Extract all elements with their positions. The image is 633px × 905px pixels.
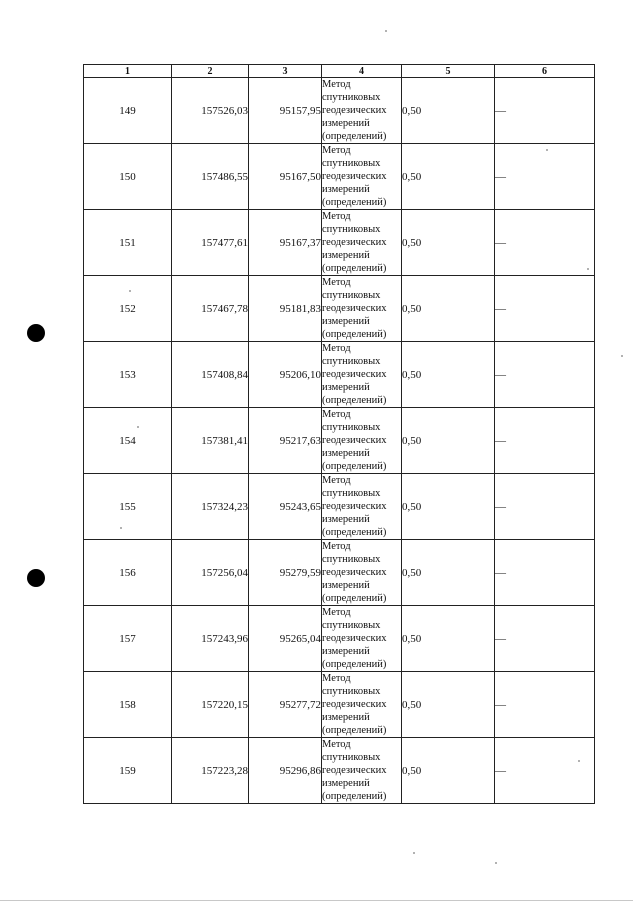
note-cell: — [495, 342, 595, 408]
method-text-line: измерений [322, 580, 370, 591]
method-text-line: измерений [322, 712, 370, 723]
method-text-line: (определений) [322, 263, 387, 274]
table-row [84, 474, 595, 540]
method-text-line: Метод [322, 145, 351, 156]
scan-speck [578, 760, 580, 762]
accuracy-cell: 0,50 [402, 342, 495, 408]
method-text-line: (определений) [322, 329, 387, 340]
method-text-line: геодезических [322, 105, 387, 116]
point-number-cell: 152 [84, 276, 172, 342]
method-text-line: Метод [322, 541, 351, 552]
accuracy-cell: 0,50 [402, 606, 495, 672]
method-text-line: спутниковых [322, 620, 381, 631]
column-header: 4 [322, 65, 402, 78]
coordinates-table [83, 64, 595, 804]
accuracy-cell: 0,50 [402, 408, 495, 474]
method-cell [322, 474, 402, 540]
method-cell [322, 408, 402, 474]
method-cell [322, 738, 402, 804]
table-row [84, 276, 595, 342]
method-text-line: (определений) [322, 527, 387, 538]
point-number-cell: 155 [84, 474, 172, 540]
page-edge-line [0, 900, 633, 901]
note-cell: — [495, 672, 595, 738]
note-cell: — [495, 474, 595, 540]
method-text-line: (определений) [322, 791, 387, 802]
table-row [84, 342, 595, 408]
method-text-line: измерений [322, 778, 370, 789]
y-coordinate-cell: 95167,50 [249, 144, 322, 210]
method-text-line: геодезических [322, 765, 387, 776]
y-coordinate-cell: 95277,72 [249, 672, 322, 738]
y-coordinate-cell: 95279,59 [249, 540, 322, 606]
method-cell [322, 342, 402, 408]
method-text-line: спутниковых [322, 554, 381, 565]
method-text-line: спутниковых [322, 686, 381, 697]
method-text-line: Метод [322, 343, 351, 354]
method-text-line: Метод [322, 211, 351, 222]
y-coordinate-cell: 95157,95 [249, 78, 322, 144]
method-text-line: Метод [322, 277, 351, 288]
column-header: 5 [402, 65, 495, 78]
table-row [84, 738, 595, 804]
y-coordinate-cell: 95181,83 [249, 276, 322, 342]
method-text-line: Метод [322, 475, 351, 486]
scan-speck [129, 290, 131, 292]
note-cell: — [495, 738, 595, 804]
table-row [84, 606, 595, 672]
method-text-line: Метод [322, 673, 351, 684]
method-text-line: измерений [322, 118, 370, 129]
method-text-line: (определений) [322, 593, 387, 604]
x-coordinate-cell: 157324,23 [172, 474, 249, 540]
table-row [84, 408, 595, 474]
column-header: 1 [84, 65, 172, 78]
note-cell: — [495, 540, 595, 606]
method-text-line: спутниковых [322, 356, 381, 367]
table-row [84, 672, 595, 738]
accuracy-cell: 0,50 [402, 738, 495, 804]
accuracy-cell: 0,50 [402, 672, 495, 738]
method-text-line: геодезических [322, 633, 387, 644]
column-header: 2 [172, 65, 249, 78]
y-coordinate-cell: 95243,65 [249, 474, 322, 540]
method-text-line: (определений) [322, 659, 387, 670]
x-coordinate-cell: 157467,78 [172, 276, 249, 342]
method-text-line: спутниковых [322, 752, 381, 763]
method-text-line: (определений) [322, 461, 387, 472]
point-number-cell: 159 [84, 738, 172, 804]
method-text-line: спутниковых [322, 158, 381, 169]
scan-speck [546, 149, 548, 151]
table-body [84, 78, 595, 804]
point-number-cell: 150 [84, 144, 172, 210]
x-coordinate-cell: 157486,55 [172, 144, 249, 210]
punch-hole [27, 569, 45, 587]
point-number-cell: 157 [84, 606, 172, 672]
note-cell: — [495, 276, 595, 342]
method-text-line: измерений [322, 316, 370, 327]
y-coordinate-cell: 95167,37 [249, 210, 322, 276]
y-coordinate-cell: 95206,10 [249, 342, 322, 408]
method-text-line: геодезических [322, 567, 387, 578]
method-text-line: измерений [322, 184, 370, 195]
method-text-line: спутниковых [322, 224, 381, 235]
table-header-row [84, 65, 595, 78]
note-cell: — [495, 78, 595, 144]
accuracy-cell: 0,50 [402, 540, 495, 606]
method-text-line: измерений [322, 250, 370, 261]
method-text-line: (определений) [322, 197, 387, 208]
x-coordinate-cell: 157256,04 [172, 540, 249, 606]
scan-speck [587, 268, 589, 270]
method-text-line: геодезических [322, 237, 387, 248]
y-coordinate-cell: 95217,63 [249, 408, 322, 474]
method-cell [322, 606, 402, 672]
accuracy-cell: 0,50 [402, 144, 495, 210]
table-row [84, 78, 595, 144]
note-cell: — [495, 210, 595, 276]
note-cell: — [495, 606, 595, 672]
y-coordinate-cell: 95296,86 [249, 738, 322, 804]
method-text-line: Метод [322, 607, 351, 618]
method-text-line: (определений) [322, 725, 387, 736]
method-text-line: геодезических [322, 303, 387, 314]
method-text-line: измерений [322, 646, 370, 657]
method-cell [322, 672, 402, 738]
x-coordinate-cell: 157223,28 [172, 738, 249, 804]
accuracy-cell: 0,50 [402, 276, 495, 342]
table-row [84, 210, 595, 276]
method-text-line: спутниковых [322, 488, 381, 499]
point-number-cell: 156 [84, 540, 172, 606]
scan-speck [621, 355, 623, 357]
point-number-cell: 158 [84, 672, 172, 738]
method-text-line: Метод [322, 79, 351, 90]
x-coordinate-cell: 157408,84 [172, 342, 249, 408]
method-text-line: спутниковых [322, 422, 381, 433]
method-text-line: геодезических [322, 171, 387, 182]
scan-speck [137, 426, 139, 428]
point-number-cell: 153 [84, 342, 172, 408]
scan-speck [385, 30, 387, 32]
accuracy-cell: 0,50 [402, 210, 495, 276]
scan-speck [413, 852, 415, 854]
scan-speck [495, 862, 497, 864]
accuracy-cell: 0,50 [402, 78, 495, 144]
method-text-line: измерений [322, 382, 370, 393]
method-text-line: геодезических [322, 699, 387, 710]
method-text-line: измерений [322, 514, 370, 525]
accuracy-cell: 0,50 [402, 474, 495, 540]
point-number-cell: 149 [84, 78, 172, 144]
y-coordinate-cell: 95265,04 [249, 606, 322, 672]
table-row [84, 540, 595, 606]
x-coordinate-cell: 157220,15 [172, 672, 249, 738]
x-coordinate-cell: 157477,61 [172, 210, 249, 276]
method-text-line: спутниковых [322, 290, 381, 301]
method-text-line: геодезических [322, 435, 387, 446]
method-text-line: спутниковых [322, 92, 381, 103]
note-cell: — [495, 144, 595, 210]
method-text-line: измерений [322, 448, 370, 459]
method-text-line: Метод [322, 739, 351, 750]
scan-speck [120, 527, 122, 529]
x-coordinate-cell: 157526,03 [172, 78, 249, 144]
method-cell [322, 276, 402, 342]
point-number-cell: 151 [84, 210, 172, 276]
method-text-line: (определений) [322, 131, 387, 142]
column-header: 6 [495, 65, 595, 78]
method-cell [322, 210, 402, 276]
table-row [84, 144, 595, 210]
column-header: 3 [249, 65, 322, 78]
x-coordinate-cell: 157243,96 [172, 606, 249, 672]
punch-hole [27, 324, 45, 342]
method-cell [322, 78, 402, 144]
method-text-line: Метод [322, 409, 351, 420]
method-cell [322, 540, 402, 606]
method-cell [322, 144, 402, 210]
method-text-line: геодезических [322, 369, 387, 380]
note-cell: — [495, 408, 595, 474]
method-text-line: геодезических [322, 501, 387, 512]
point-number-cell: 154 [84, 408, 172, 474]
x-coordinate-cell: 157381,41 [172, 408, 249, 474]
method-text-line: (определений) [322, 395, 387, 406]
